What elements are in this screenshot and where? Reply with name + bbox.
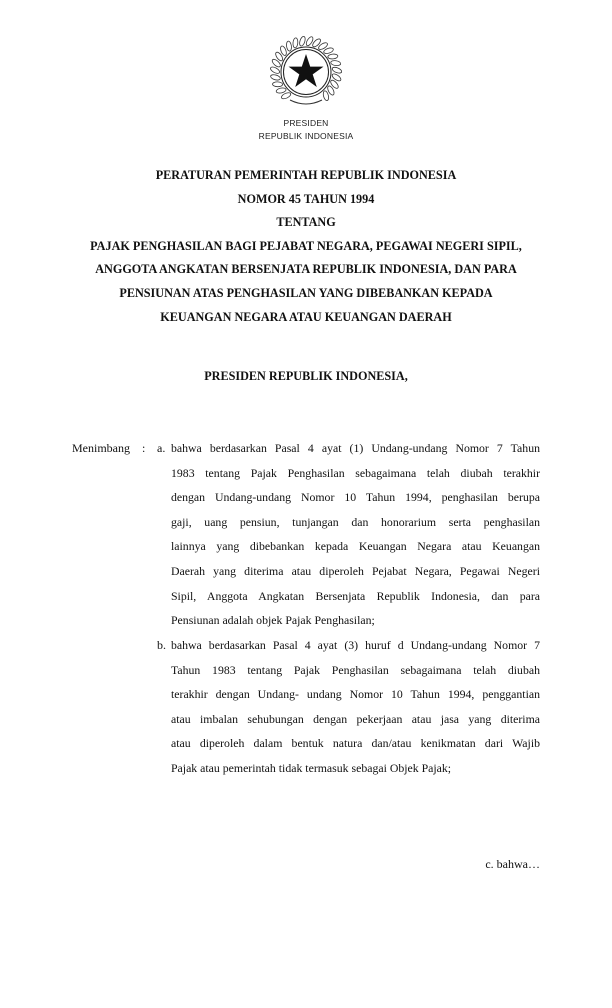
- regulation-title: [60, 164, 552, 329]
- president-heading: PRESIDEN REPUBLIK INDONESIA,: [204, 369, 408, 383]
- continuation-marker: c. bahwa…: [485, 857, 540, 871]
- considering-label: Menimbang: [72, 441, 130, 455]
- paragraph-line: terakhir dengan Undang- undang Nomor 10 Tahun 1994, penggantian: [171, 687, 540, 702]
- paragraph-line: atau imbalan sehubungan dengan pekerjaan atau jasa yang diterima: [171, 711, 540, 726]
- title-line: TENTANG: [276, 215, 336, 230]
- consideration-a: [171, 436, 540, 633]
- paragraph-line: Pensiunan adalah objek Pajak Penghasilan;: [171, 613, 375, 628]
- paragraph-line: atau diperoleh dalam bentuk natura dan/atau kenikmatan dari Wajib: [171, 736, 540, 751]
- laurel-leaf: [293, 38, 299, 48]
- laurel-leaf: [299, 36, 307, 47]
- paragraph-line: Daerah yang diterima atau diperoleh Pejabat Negara, Pegawai Negeri: [171, 563, 540, 578]
- paragraph-line: bahwa berdasarkan Pasal 4 ayat (1) Undang-undang Nomor 7 Tahun: [171, 441, 540, 455]
- paragraph-line: bahwa berdasarkan Pasal 4 ayat (3) huruf d Undang-undang Nomor 7: [171, 638, 540, 652]
- title-line: ANGGOTA ANGKATAN BERSENJATA REPUBLIK INDONESIA, DAN PARA: [95, 262, 517, 277]
- paragraph-line: Sipil, Anggota Angkatan Bersenjata Republik Indonesia, dan para: [171, 588, 540, 603]
- paragraph-line: dengan Undang-undang Nomor 10 Tahun 1994, penghasilan berupa: [171, 490, 540, 505]
- laurel-leaf: [276, 87, 287, 94]
- title-line: KEUANGAN NEGARA ATAU KEUANGAN DAERAH: [160, 309, 452, 324]
- laurel-leaf: [331, 66, 342, 74]
- consideration-b: [171, 633, 540, 781]
- laurel-leaf: [270, 74, 281, 81]
- considering-colon: :: [142, 441, 146, 455]
- item-marker-a: a.: [157, 441, 166, 455]
- laurel-leaf: [286, 41, 292, 52]
- garuda-star-emblem-icon: [266, 32, 346, 112]
- title-line: NOMOR 45 TAHUN 1994: [237, 191, 375, 206]
- title-line: PAJAK PENGHASILAN BAGI PEJABAT NEGARA, PEGAWAI NEGERI SIPIL,: [90, 238, 522, 253]
- laurel-leaf: [272, 82, 282, 87]
- item-marker-b: b.: [157, 638, 166, 652]
- laurel-leaf: [330, 60, 341, 66]
- paragraph-line: Tahun 1983 tentang Pajak Penghasilan sebagaimana telah diubah: [171, 662, 540, 677]
- emblem-caption-line2: REPUBLIK INDONESIA: [258, 131, 354, 141]
- title-line: PENSIUNAN ATAS PENGHASILAN YANG DIBEBANKAN KEPADA: [119, 285, 493, 300]
- laurel-leaf: [328, 54, 338, 60]
- paragraph-line: 1983 tentang Pajak Penghasilan sebagaimana telah diubah terakhir: [171, 465, 540, 480]
- paragraph-line: lainnya yang dibebankan kepada Keuangan Negara atau Keuangan: [171, 539, 540, 554]
- title-line: PERATURAN PEMERINTAH REPUBLIK INDONESIA: [155, 168, 457, 182]
- paragraph-line: gaji, uang pensiun, tunjangan dan honorarium serta penghasilan: [171, 514, 540, 529]
- paragraph-line: Pajak atau pemerintah tidak termasuk sebagai Objek Pajak;: [171, 760, 452, 775]
- emblem-caption-line1: PRESIDEN: [283, 118, 329, 128]
